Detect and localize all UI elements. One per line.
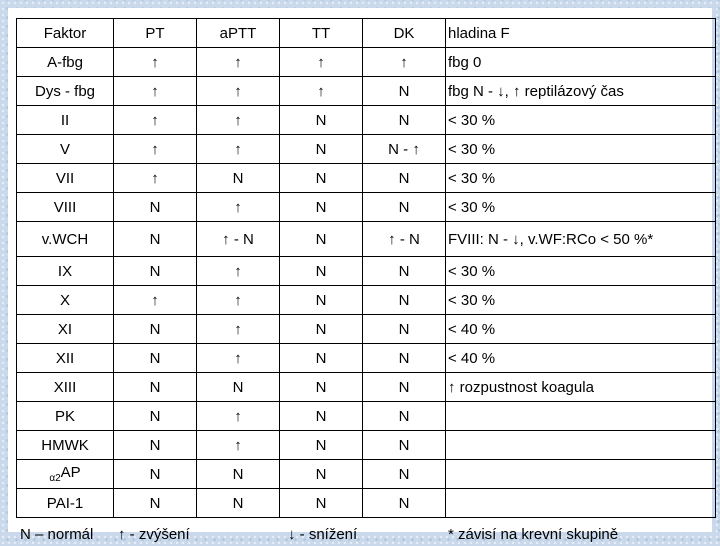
table-row xyxy=(17,373,716,402)
test-cell: N xyxy=(280,460,363,489)
level-cell: ↑ rozpustnost koagula xyxy=(446,373,716,402)
factor-cell xyxy=(17,460,114,489)
test-cell: N xyxy=(114,315,197,344)
table-row xyxy=(17,106,716,135)
factor-cell: HMWK xyxy=(17,431,114,460)
table-row xyxy=(17,315,716,344)
slide-sheet xyxy=(8,8,712,543)
test-cell: N xyxy=(363,489,446,518)
factor-cell: II xyxy=(17,106,114,135)
factor-cell: PK xyxy=(17,402,114,431)
test-cell: N xyxy=(363,373,446,402)
test-cell: N xyxy=(280,489,363,518)
test-cell: N xyxy=(197,373,280,402)
level-cell: < 40 % xyxy=(446,344,716,373)
test-cell: N xyxy=(114,193,197,222)
level-cell: < 30 % xyxy=(446,135,716,164)
test-cell: ↑ xyxy=(114,286,197,315)
test-cell: ↑ xyxy=(114,135,197,164)
coagulation-table xyxy=(16,18,716,518)
test-cell: N xyxy=(363,344,446,373)
test-cell: ↑ xyxy=(197,257,280,286)
level-cell: < 30 % xyxy=(446,193,716,222)
test-cell: N - ↑ xyxy=(363,135,446,164)
test-cell: N xyxy=(197,460,280,489)
test-cell: N xyxy=(363,286,446,315)
level-cell: < 30 % xyxy=(446,286,716,315)
test-cell: ↑ xyxy=(197,106,280,135)
test-cell: N xyxy=(280,106,363,135)
factor-cell: XI xyxy=(17,315,114,344)
level-cell: < 40 % xyxy=(446,315,716,344)
test-cell: N xyxy=(114,373,197,402)
legend-normal: N – normál xyxy=(20,526,94,543)
test-cell: N xyxy=(114,344,197,373)
test-cell: N xyxy=(280,135,363,164)
test-cell: N xyxy=(363,77,446,106)
level-cell: FVIII: N - ↓, v.WF:RCo < 50 %* xyxy=(446,222,716,257)
test-cell: N xyxy=(114,460,197,489)
test-cell: ↑ xyxy=(363,48,446,77)
level-cell: fbg N - ↓, ↑ reptilázový čas xyxy=(446,77,716,106)
factor-cell: A-fbg xyxy=(17,48,114,77)
test-cell: ↑ xyxy=(197,77,280,106)
factor-cell: v.WCH xyxy=(17,222,114,257)
table-row xyxy=(17,344,716,373)
legend-decrease: ↓ - snížení xyxy=(288,526,358,543)
test-cell: N xyxy=(363,193,446,222)
test-cell: N xyxy=(114,257,197,286)
level-cell xyxy=(446,431,716,460)
test-cell: N xyxy=(363,106,446,135)
test-cell: N xyxy=(197,489,280,518)
test-cell: ↑ - N xyxy=(363,222,446,257)
level-cell: < 30 % xyxy=(446,106,716,135)
level-cell xyxy=(446,402,716,431)
factor-subscript: α2 xyxy=(49,473,61,484)
test-cell: N xyxy=(363,402,446,431)
factor-cell: XIII xyxy=(17,373,114,402)
legend-increase: ↑ - zvýšení xyxy=(118,526,190,543)
test-cell: N xyxy=(363,431,446,460)
table-row xyxy=(17,402,716,431)
test-cell: N xyxy=(280,222,363,257)
test-cell: ↑ xyxy=(197,135,280,164)
header-cell: PT xyxy=(114,19,197,48)
test-cell: N xyxy=(363,164,446,193)
table-row xyxy=(17,460,716,489)
table-row xyxy=(17,164,716,193)
test-cell: ↑ xyxy=(197,402,280,431)
test-cell: N xyxy=(197,164,280,193)
test-cell: ↑ xyxy=(280,48,363,77)
table-row xyxy=(17,431,716,460)
header-cell: TT xyxy=(280,19,363,48)
test-cell: ↑ xyxy=(114,106,197,135)
test-cell: ↑ xyxy=(197,286,280,315)
table-row xyxy=(17,489,716,518)
test-cell: ↑ xyxy=(280,77,363,106)
test-cell: ↑ xyxy=(114,48,197,77)
table-row xyxy=(17,77,716,106)
factor-cell: VII xyxy=(17,164,114,193)
test-cell: ↑ xyxy=(197,48,280,77)
test-cell: N xyxy=(363,460,446,489)
test-cell: N xyxy=(363,257,446,286)
header-cell: Faktor xyxy=(17,19,114,48)
header-cell: DK xyxy=(363,19,446,48)
test-cell: N xyxy=(280,257,363,286)
factor-cell: XII xyxy=(17,344,114,373)
test-cell: ↑ - N xyxy=(197,222,280,257)
test-cell: N xyxy=(280,402,363,431)
test-cell: N xyxy=(280,193,363,222)
header-cell: hladina F xyxy=(446,19,716,48)
test-cell: ↑ xyxy=(114,164,197,193)
test-cell: ↑ xyxy=(197,344,280,373)
level-cell: < 30 % xyxy=(446,257,716,286)
test-cell: N xyxy=(114,402,197,431)
test-cell: ↑ xyxy=(197,431,280,460)
test-cell: N xyxy=(280,431,363,460)
test-cell: N xyxy=(280,315,363,344)
level-cell xyxy=(446,460,716,489)
header-cell: aPTT xyxy=(197,19,280,48)
legend-blood-group: * závisí na krevní skupině xyxy=(448,526,619,543)
legend xyxy=(16,526,720,546)
factor-cell: VIII xyxy=(17,193,114,222)
factor-cell: IX xyxy=(17,257,114,286)
factor-cell: X xyxy=(17,286,114,315)
test-cell: N xyxy=(280,164,363,193)
factor-cell: Dys - fbg xyxy=(17,77,114,106)
test-cell: N xyxy=(280,373,363,402)
test-cell: ↑ xyxy=(114,77,197,106)
factor-cell: V xyxy=(17,135,114,164)
factor-cell: PAI-1 xyxy=(17,489,114,518)
table-row xyxy=(17,135,716,164)
test-cell: N xyxy=(363,315,446,344)
table-row xyxy=(17,193,716,222)
level-cell: < 30 % xyxy=(446,164,716,193)
test-cell: ↑ xyxy=(197,193,280,222)
test-cell: N xyxy=(114,489,197,518)
factor-name: AP xyxy=(60,464,81,481)
level-cell xyxy=(446,489,716,518)
table-header-row xyxy=(17,19,716,48)
table-row xyxy=(17,286,716,315)
table-row xyxy=(17,48,716,77)
table-row xyxy=(17,222,716,257)
test-cell: N xyxy=(114,222,197,257)
test-cell: N xyxy=(280,286,363,315)
test-cell: N xyxy=(114,431,197,460)
level-cell: fbg 0 xyxy=(446,48,716,77)
table-row xyxy=(17,257,716,286)
test-cell: ↑ xyxy=(197,315,280,344)
test-cell: N xyxy=(280,344,363,373)
